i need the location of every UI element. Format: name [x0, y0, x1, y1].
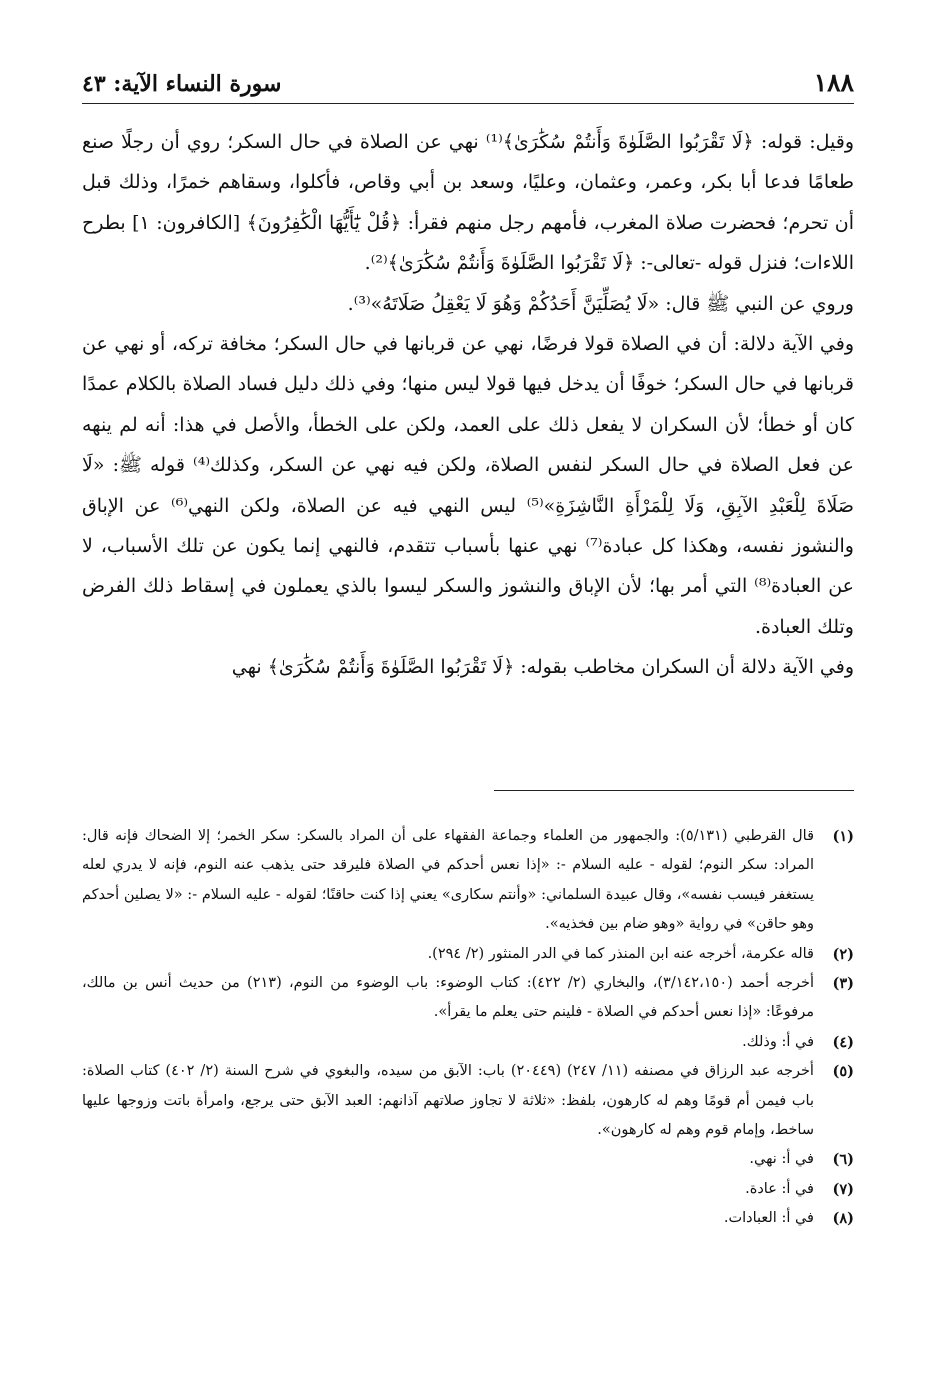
footnote [82, 1057, 854, 1145]
footnote-number: (١) [832, 828, 854, 845]
footnote [82, 969, 854, 1028]
paragraph: وفي الآية دلالة: أن في الصلاة قولا فرضًا، نهي عن قربانها في حال السكر؛ مخافة تركه، أو نهي عن قربانها في حال السكر؛ خوفًا أن يدخل فيها قولا ليس منها؛ وفي ذلك دليل فساد الصلاة بالكلام عمدًا كان أو خطأ؛ لأن السكران لا يفعل ذلك على العمد، ولكن على الخطأ، والأصل في هذا: أنه لم ينهه عن فعل الصلاة في حال السكر لنفس الصلاة، ولكن فيه نهي عن السكر، وكذلك⁽⁴⁾ قوله ﷺ: «لَا صَلَاةَ لِلْعَبْدِ الآبِقِ، وَلَا لِلْمَرْأَةِ النَّاشِزَةِ»⁽⁵⁾ ليس النهي فيه عن الصلاة، ولكن النهي⁽⁶⁾ عن الإباق والنشوز نفسه، وهكذا كل عبادة⁽⁷⁾ نهي عنها بأسباب تتقدم، فالنهي إنما يكون عن تلك الأسباب، لا عن العبادة⁽⁸⁾ التي أمر بها؛ لأن الإباق والنشوز والسكر ليسوا بالذي يعملون في إسقاط ذلك الفرض وتلك العبادة. [82, 333, 854, 638]
footnote-text: أخرجه أحمد (٣/١٤٢،١٥٠)، والبخاري (٢/ ٤٢٢): كتاب الوضوء: باب الوضوء من النوم، (٢١٣) من حديث أنس بن مالك، مرفوعًا: «إذا نعس أحدكم في الصلاة - فلينم حتى يعلم ما يقرأ». [82, 975, 814, 1021]
footnote-text: في أ: نهي. [749, 1151, 814, 1168]
footnote-text: في أ: العبادات. [723, 1210, 814, 1227]
footnote-number: (٨) [832, 1210, 854, 1228]
paragraph: وقيل: قوله: ﴿لَا تَقْرَبُوا الصَّلَوٰةَ وَأَنتُمْ سُكَٰرَىٰ﴾⁽¹⁾ نهي عن الصلاة في حال السكر؛ روي أن رجلًا صنع طعامًا فدعا أبا بكر، وعمر، وعثمان، وعليًا، وسعد بن أبي وقاص، فأكلوا، وسقاهم خمرًا، وذلك قبل أن تحرم؛ فحضرت صلاة المغرب، فأمهم رجل منهم فقرأ: ﴿قُلْ يَٰٓأَيُّهَا الْكَٰفِرُونَ﴾ [الكافرون: ١] بطرح اللاءات؛ فنزل قوله -تعالى-: ﴿لَا تَقْرَبُوا الصَّلَوٰةَ وَأَنتُمْ سُكَٰرَىٰ﴾⁽²⁾. [82, 131, 855, 275]
footnotes [82, 822, 854, 1234]
footnote [82, 822, 854, 940]
footnote-number: (٣) [832, 975, 854, 993]
footnote-text: في أ: عادة. [745, 1180, 814, 1197]
running-title: سورة النساء الآية: ٤٣ [82, 71, 282, 97]
footnote [82, 1028, 854, 1057]
footnote-number: (٢) [832, 945, 854, 963]
main-text [82, 122, 854, 688]
footnote-number: (٦) [832, 1151, 854, 1169]
footnote-text: في أ: وذلك. [742, 1033, 814, 1050]
footnote-text: قاله عكرمة، أخرجه عنه ابن المنذر كما في الدر المنثور (٢/ ٢٩٤). [427, 945, 814, 962]
paragraph: وفي الآية دلالة أن السكران مخاطب بقوله: ﴿لَا تَقْرَبُوا الصَّلَوٰةَ وَأَنتُمْ سُكَٰرَىٰ﴾ نهي [231, 656, 854, 679]
footnote-text: قال القرطبي (٥/١٣١): والجمهور من العلماء وجماعة الفقهاء على أن المراد بالسكر: سكر الخمر؛ إلا الضحاك فإنه قال: المراد: سكر النوم؛ لقوله - عليه السلام -: «إذا نعس أحدكم في الصلاة فليرقد حتى يذهب عنه النوم، فإنه لا يدري لعله يستغفر فيسب نفسه»، وقال عبيدة السلماني: «وأنتم سكارى» يعني إذا كنت حاقنًا؛ لقوله - عليه السلام -: «لا يصلين أحدكم وهو حاقن» في رواية «وهو ضام بين فخذيه». [82, 828, 814, 933]
footnote-number: (٥) [832, 1063, 854, 1081]
paragraph: وروي عن النبي ﷺ قال: «لَا يُصَلِّيَنَّ أَحَدُكُمْ وَهُوَ لَا يَعْقِلُ صَلَاتَهُ»⁽³⁾. [347, 292, 854, 315]
page-header [82, 60, 854, 104]
footnote-divider [494, 790, 854, 791]
footnote-number: (٧) [832, 1180, 854, 1198]
footnote-text: أخرجه عبد الرزاق في مصنفه (١١/ ٢٤٧) (٢٠٤٤٩) باب: الآبق من سيده، والبغوي في شرح السنة (٢/ ٤٠٢) كتاب الصلاة: باب فيمن أم قومًا وهم له كارهون، بلفظ: «ثلاثة لا تجاوز صلاتهم آذانهم: العبد الآبق حتى يرجع، وامرأة باتت وزوجها عليها ساخط، وإمام قوم وهم له كارهون». [82, 1063, 814, 1139]
footnote [82, 1145, 854, 1174]
page-number: ١٨٨ [813, 68, 854, 97]
footnote [82, 1175, 854, 1204]
footnote [82, 940, 854, 969]
footnote [82, 1204, 854, 1233]
footnote-number: (٤) [832, 1033, 854, 1051]
